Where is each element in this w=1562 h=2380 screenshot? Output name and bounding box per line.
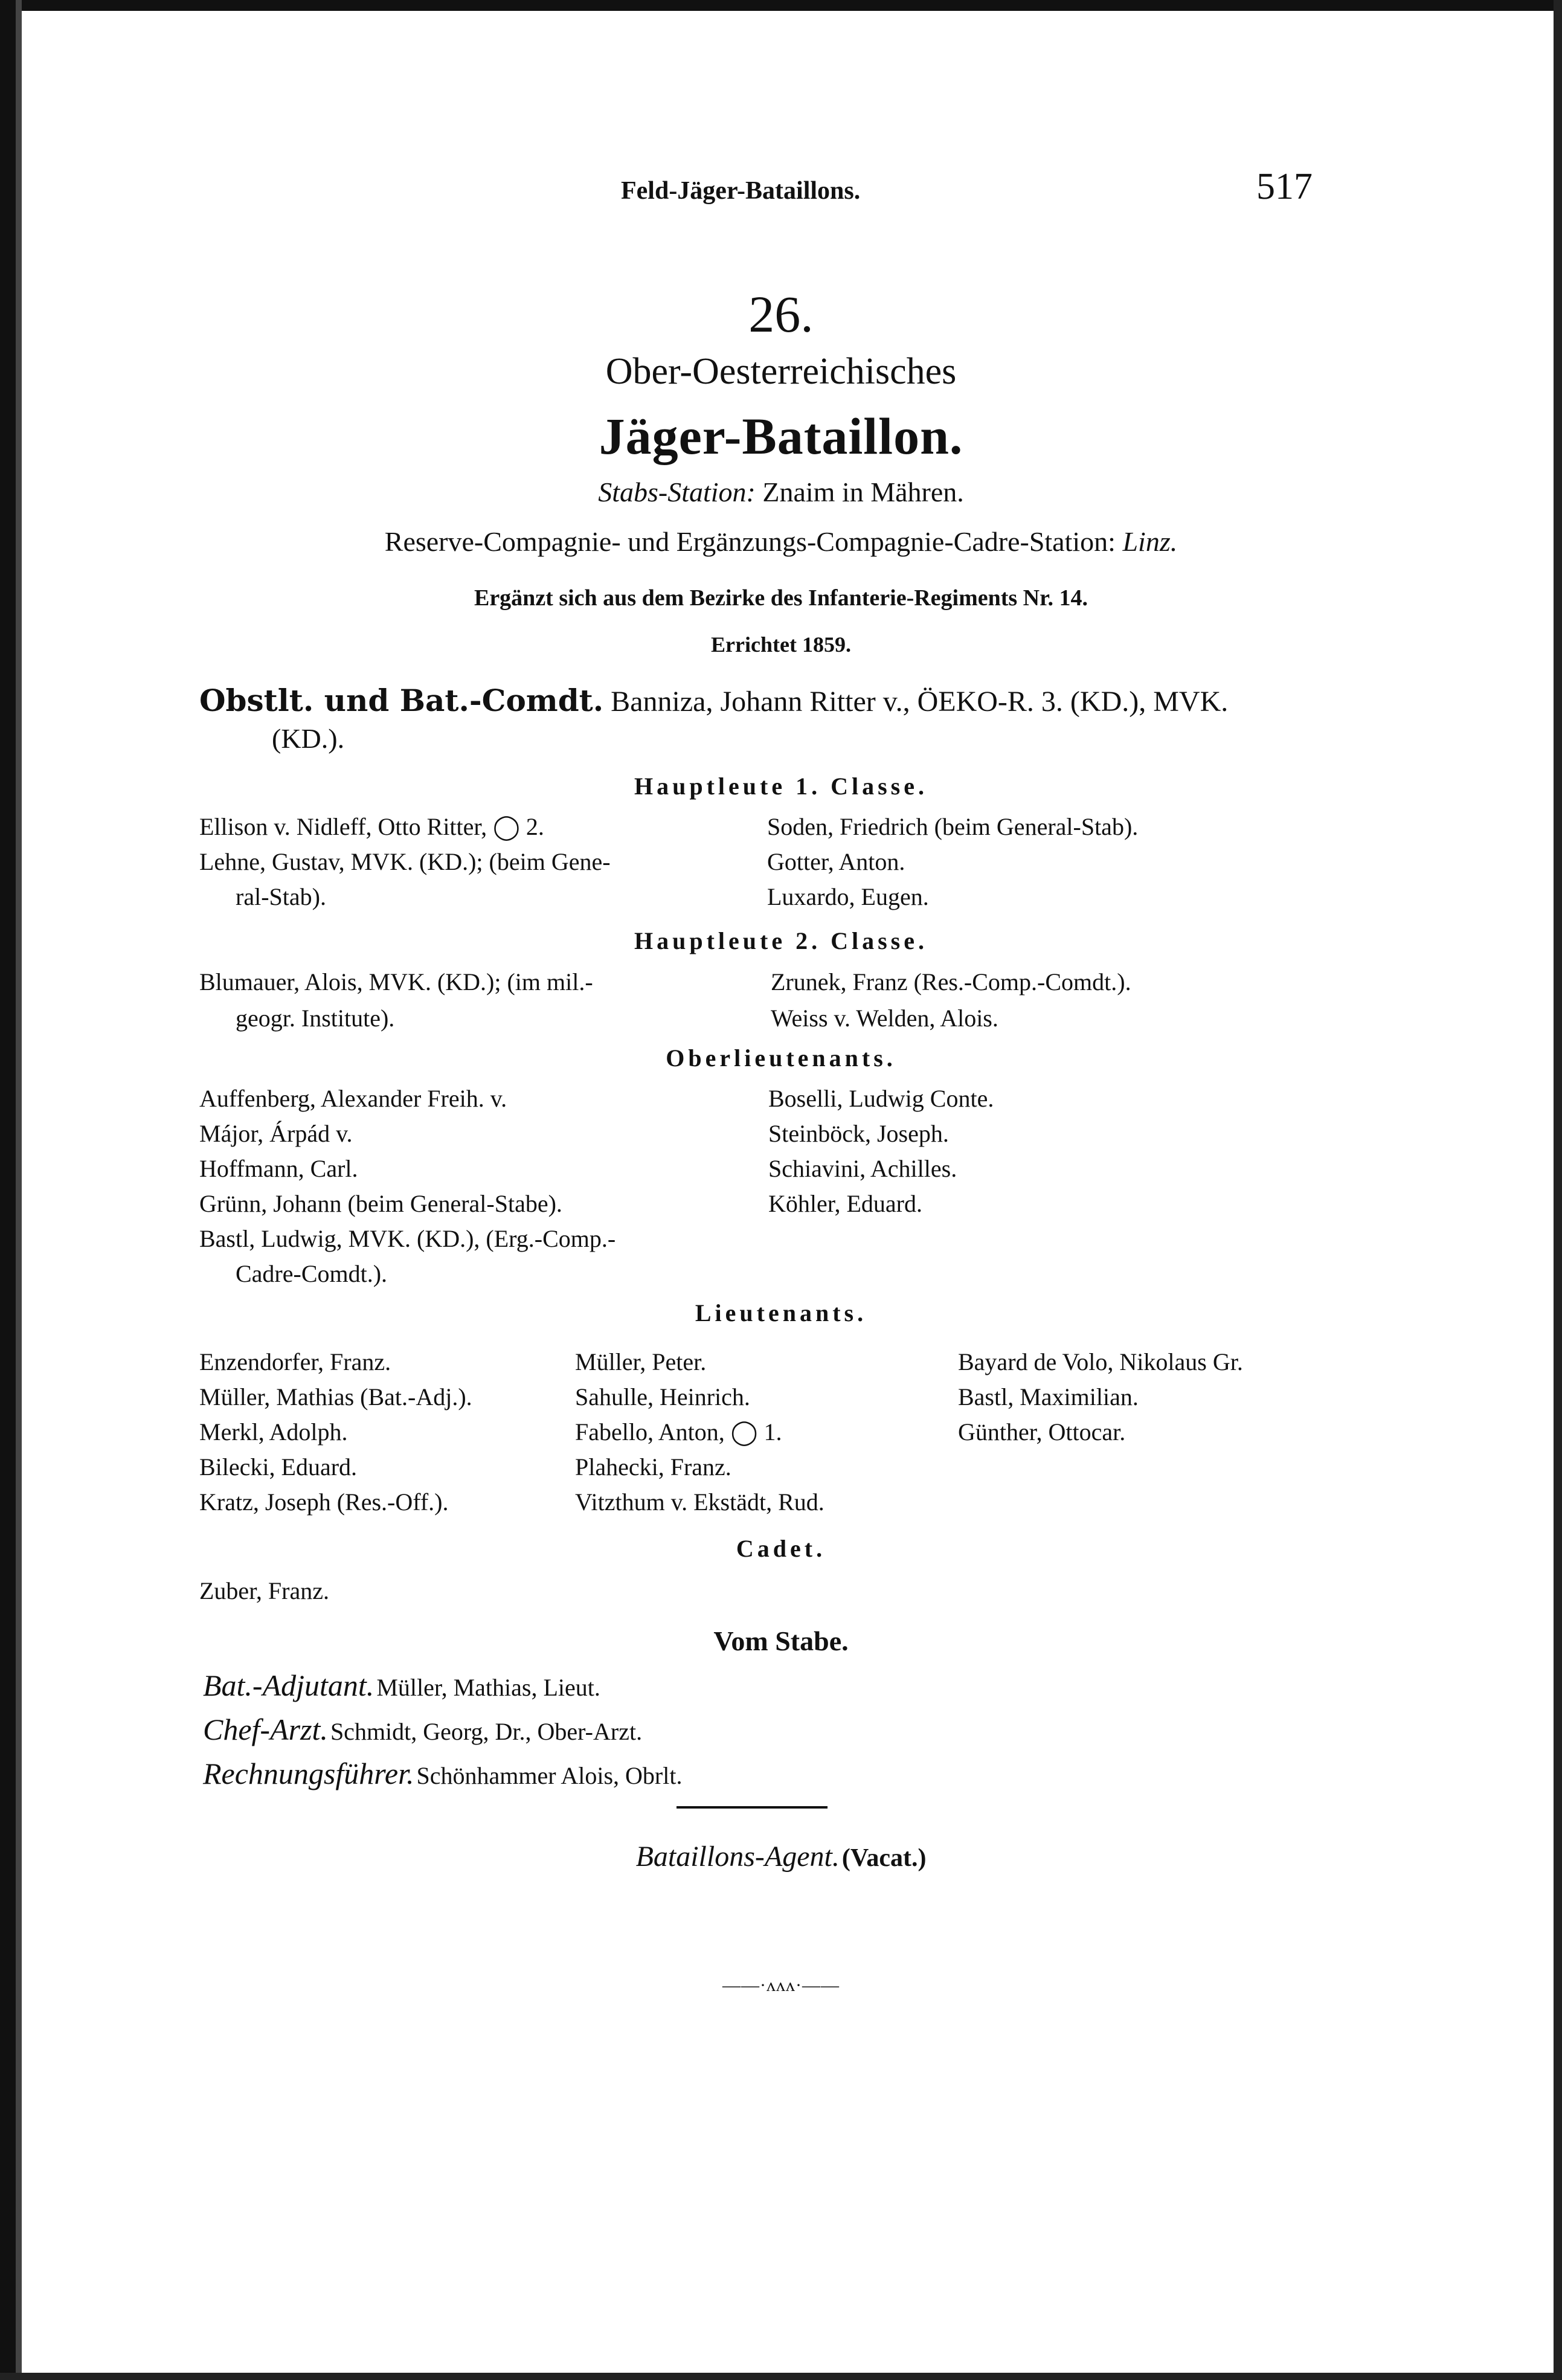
list-item: Cadre-Comdt.). <box>236 1260 388 1287</box>
staff-name: Schönhammer Alois, Obrlt. <box>416 1762 683 1789</box>
agent-role: Bataillons-Agent. <box>635 1841 840 1873</box>
commander-continuation: (KD.). <box>272 723 345 754</box>
heading-hauptleute-2: Hauptleute 2. Classe. <box>634 927 928 954</box>
hauptleute-1-right-column <box>767 809 1138 915</box>
list-item: Auffenberg, Alexander Freih. v. <box>199 1085 507 1112</box>
list-item: Müller, Mathias (Bat.-Adj.). <box>199 1383 472 1410</box>
staff-role: Bat.-Adjutant. <box>203 1668 374 1702</box>
staff-row <box>203 1755 682 1799</box>
heading-vom-stabe: Vom Stabe. <box>713 1626 849 1656</box>
list-item: Soden, Friedrich (beim General-Stab). <box>767 813 1139 840</box>
battalion-number: 26. <box>748 285 814 343</box>
list-item: Merkl, Adolph. <box>199 1418 348 1446</box>
staff-name: Müller, Mathias, Lieut. <box>376 1674 600 1701</box>
list-item: Günther, Ottocar. <box>958 1418 1126 1446</box>
hauptleute-2-right-column <box>771 964 1131 1037</box>
list-item: Bastl, Ludwig, MVK. (KD.), (Erg.-Comp.- <box>199 1225 616 1252</box>
lieutenants-column-2 <box>575 1345 824 1520</box>
scan-border-bottom <box>0 2373 1562 2380</box>
list-item: Kratz, Joseph (Res.-Off.). <box>199 1488 449 1516</box>
stabs-station-label: Stabs-Station: <box>598 477 756 507</box>
list-item: Boselli, Ludwig Conte. <box>768 1085 994 1112</box>
list-item: Müller, Peter. <box>575 1348 707 1375</box>
list-item: Gotter, Anton. <box>767 848 905 875</box>
list-item: Ellison v. Nidleff, Otto Ritter, ◯ 2. <box>199 813 544 840</box>
recruitment-line: Ergänzt sich aus dem Bezirke des Infanterie-Regiments Nr. 14. <box>474 585 1088 611</box>
list-item: Enzendorfer, Franz. <box>199 1348 391 1375</box>
running-title: Feld-Jäger-Bataillons. <box>621 177 861 205</box>
list-item: geogr. Institute). <box>236 1005 395 1032</box>
lieutenants-column-1 <box>199 1345 472 1520</box>
list-item: Weiss v. Welden, Alois. <box>771 1005 998 1032</box>
battalion-title: Jäger-Bataillon. <box>599 407 963 465</box>
heading-oberlieutenants: Oberlieutenants. <box>666 1044 896 1072</box>
list-item: ral-Stab). <box>236 883 326 910</box>
footer-ornament: ——·ʌʌʌ·—— <box>722 1975 840 1995</box>
commander-name: Banniza, Johann Ritter v., ÖEKO-R. 3. (KD.), MVK. <box>611 686 1229 718</box>
hauptleute-2-left-column <box>199 964 593 1037</box>
heading-hauptleute-1: Hauptleute 1. Classe. <box>634 773 928 800</box>
scan-border-top <box>0 0 1562 11</box>
staff-row <box>203 1711 682 1755</box>
staff-row <box>203 1667 682 1711</box>
list-item: Bilecki, Eduard. <box>199 1453 358 1481</box>
list-item: Fabello, Anton, ◯ 1. <box>575 1418 782 1446</box>
list-item: Blumauer, Alois, MVK. (KD.); (im mil.- <box>199 968 593 995</box>
oberlieutenants-right-column <box>768 1081 994 1221</box>
cadet-name: Zuber, Franz. <box>199 1577 329 1604</box>
staff-role: Rechnungsführer. <box>203 1757 414 1790</box>
section-divider <box>677 1806 828 1809</box>
list-item: Plahecki, Franz. <box>575 1453 731 1481</box>
commander-label: Obstlt. und Bat.-Comdt. <box>199 683 604 718</box>
hauptleute-1-left-column <box>199 809 611 915</box>
list-item: Bastl, Maximilian. <box>958 1383 1139 1410</box>
list-item: Köhler, Eduard. <box>768 1190 922 1217</box>
oberlieutenants-left-column <box>199 1081 615 1291</box>
reserve-station-value: Linz. <box>1122 526 1178 557</box>
page-number: 517 <box>1256 166 1313 207</box>
commander-line <box>199 683 1228 718</box>
list-item: Vitzthum v. Ekstädt, Rud. <box>575 1488 824 1516</box>
list-item: Zrunek, Franz (Res.-Comp.-Comdt.). <box>771 968 1131 995</box>
stabs-station-value: Znaim in Mähren. <box>762 477 964 507</box>
reserve-station <box>0 526 1562 558</box>
heading-cadet: Cadet. <box>736 1535 826 1562</box>
list-item: Lehne, Gustav, MVK. (KD.); (beim Gene- <box>199 848 611 875</box>
list-item: Hoffmann, Carl. <box>199 1155 358 1182</box>
list-item: Schiavini, Achilles. <box>768 1155 957 1182</box>
agent-value: (Vacat.) <box>841 1844 927 1872</box>
list-item: Luxardo, Eugen. <box>767 883 929 910</box>
list-item: Grünn, Johann (beim General-Stabe). <box>199 1190 562 1217</box>
list-item: Steinböck, Joseph. <box>768 1120 949 1147</box>
list-item: Májor, Árpád v. <box>199 1120 353 1147</box>
established-line: Errichtet 1859. <box>711 632 851 657</box>
staff-role: Chef-Arzt. <box>203 1713 328 1746</box>
staff-name: Schmidt, Georg, Dr., Ober-Arzt. <box>330 1718 643 1745</box>
lieutenants-column-3 <box>958 1345 1243 1450</box>
list-item: Bayard de Volo, Nikolaus Gr. <box>958 1348 1243 1375</box>
agent-line <box>0 1840 1562 1873</box>
vom-stabe-list <box>203 1667 682 1799</box>
battalion-region: Ober-Oesterreichisches <box>605 351 957 392</box>
reserve-station-label: Reserve-Compagnie- und Ergänzungs-Compagnie-Cadre-Station: <box>384 526 1116 557</box>
list-item: Sahulle, Heinrich. <box>575 1383 750 1410</box>
stabs-station <box>0 476 1562 508</box>
heading-lieutenants: Lieutenants. <box>695 1299 867 1327</box>
